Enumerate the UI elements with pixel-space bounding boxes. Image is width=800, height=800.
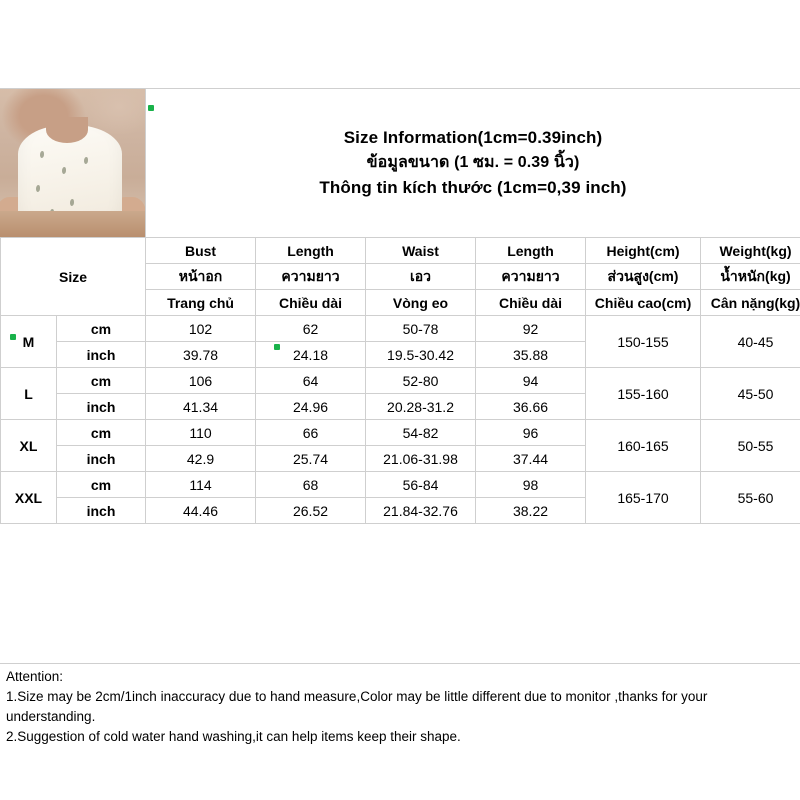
column-header-length-th: ความยาว <box>256 264 366 290</box>
cell-waist-inch: 19.5-30.42 <box>366 342 476 368</box>
cell-length-inch: 25.74 <box>256 446 366 472</box>
attention-heading: Attention: <box>6 669 64 684</box>
cell-bust-inch: 41.34 <box>146 394 256 420</box>
cell-weight: 55-60 <box>701 472 800 524</box>
cell-length-cm: 64 <box>256 368 366 394</box>
cell-bust-inch: 39.78 <box>146 342 256 368</box>
cell-length2-cm: 98 <box>476 472 586 498</box>
column-header-weight-vi: Cân nặng(kg) <box>701 290 800 316</box>
row-size-xxl: XXL <box>1 472 57 524</box>
row-unit-cm: cm <box>57 420 146 446</box>
column-header-length2-th: ความยาว <box>476 264 586 290</box>
table-row <box>1 368 800 394</box>
row-unit-inch: inch <box>57 498 146 524</box>
green-marker-icon <box>274 344 280 350</box>
row-size-l: L <box>1 368 57 420</box>
cell-length-inch: 24.18 <box>256 342 366 368</box>
cell-length2-cm: 92 <box>476 316 586 342</box>
cell-height: 160-165 <box>586 420 701 472</box>
column-header-bust-vi: Trang chủ <box>146 290 256 316</box>
cell-length2-cm: 96 <box>476 420 586 446</box>
green-marker-icon <box>148 105 154 111</box>
row-size-xl: XL <box>1 420 57 472</box>
cell-length2-inch: 36.66 <box>476 394 586 420</box>
cell-bust-cm: 102 <box>146 316 256 342</box>
row-unit-cm: cm <box>57 368 146 394</box>
column-header-height-vi: Chiều cao(cm) <box>586 290 701 316</box>
column-header-length-vi: Chiều dài <box>256 290 366 316</box>
column-header-bust-en: Bust <box>146 238 256 264</box>
cell-height: 150-155 <box>586 316 701 368</box>
cell-length-cm: 62 <box>256 316 366 342</box>
column-header-waist-vi: Vòng eo <box>366 290 476 316</box>
column-header-waist-th: เอว <box>366 264 476 290</box>
cell-height: 165-170 <box>586 472 701 524</box>
cell-length2-inch: 35.88 <box>476 342 586 368</box>
cell-waist-cm: 54-82 <box>366 420 476 446</box>
attention-line-2: 2.Suggestion of cold water hand washing,it can help items keep their shape. <box>6 729 461 744</box>
title-line-vi: Thông tin kích thước (1cm=0,39 inch) <box>319 178 627 197</box>
table-row <box>1 472 800 498</box>
row-unit-inch: inch <box>57 342 146 368</box>
attention-notes <box>0 663 800 747</box>
product-photo <box>0 89 146 237</box>
size-table <box>0 237 800 524</box>
cell-waist-inch: 21.06-31.98 <box>366 446 476 472</box>
row-unit-inch: inch <box>57 446 146 472</box>
cell-waist-cm: 52-80 <box>366 368 476 394</box>
row-size-m: M <box>1 316 57 368</box>
column-header-weight-th: น้ำหนัก(kg) <box>701 264 800 290</box>
green-marker-icon <box>10 334 16 340</box>
title-block <box>146 89 800 237</box>
size-chart-panel <box>0 88 800 664</box>
row-unit-inch: inch <box>57 394 146 420</box>
title-line-en: Size Information(1cm=0.39inch) <box>343 128 603 147</box>
row-unit-cm: cm <box>57 472 146 498</box>
cell-waist-cm: 50-78 <box>366 316 476 342</box>
table-row <box>1 316 800 342</box>
cell-weight: 40-45 <box>701 316 800 368</box>
cell-bust-cm: 114 <box>146 472 256 498</box>
cell-length2-inch: 37.44 <box>476 446 586 472</box>
cell-length-cm: 68 <box>256 472 366 498</box>
size-header-cell: Size <box>1 238 146 316</box>
cell-length-inch: 26.52 <box>256 498 366 524</box>
cell-bust-inch: 44.46 <box>146 498 256 524</box>
column-header-bust-th: หน้าอก <box>146 264 256 290</box>
cell-length2-inch: 38.22 <box>476 498 586 524</box>
column-header-weight-en: Weight(kg) <box>701 238 800 264</box>
row-unit-cm: cm <box>57 316 146 342</box>
title-line-th: ข้อมูลขนาด (1 ซม. = 0.39 นิ้ว) <box>366 154 580 171</box>
cell-bust-cm: 110 <box>146 420 256 446</box>
chart-header-band <box>0 89 800 237</box>
cell-weight: 45-50 <box>701 368 800 420</box>
column-header-waist-en: Waist <box>366 238 476 264</box>
table-header-row-en <box>1 238 800 264</box>
cell-height: 155-160 <box>586 368 701 420</box>
cell-waist-inch: 20.28-31.2 <box>366 394 476 420</box>
column-header-length2-vi: Chiều dài <box>476 290 586 316</box>
cell-length-cm: 66 <box>256 420 366 446</box>
attention-line-1-cont: understanding. <box>6 709 96 724</box>
cell-bust-cm: 106 <box>146 368 256 394</box>
column-header-height-en: Height(cm) <box>586 238 701 264</box>
table-row <box>1 420 800 446</box>
cell-weight: 50-55 <box>701 420 800 472</box>
column-header-height-th: ส่วนสูง(cm) <box>586 264 701 290</box>
cell-length2-cm: 94 <box>476 368 586 394</box>
cell-waist-cm: 56-84 <box>366 472 476 498</box>
column-header-length-en: Length <box>256 238 366 264</box>
column-header-length2-en: Length <box>476 238 586 264</box>
photo-table-surface <box>0 211 145 237</box>
cell-waist-inch: 21.84-32.76 <box>366 498 476 524</box>
cell-length-inch: 24.96 <box>256 394 366 420</box>
attention-line-1: 1.Size may be 2cm/1inch inaccuracy due to hand measure,Color may be little different due to monitor ,thanks for your <box>6 689 708 704</box>
cell-bust-inch: 42.9 <box>146 446 256 472</box>
